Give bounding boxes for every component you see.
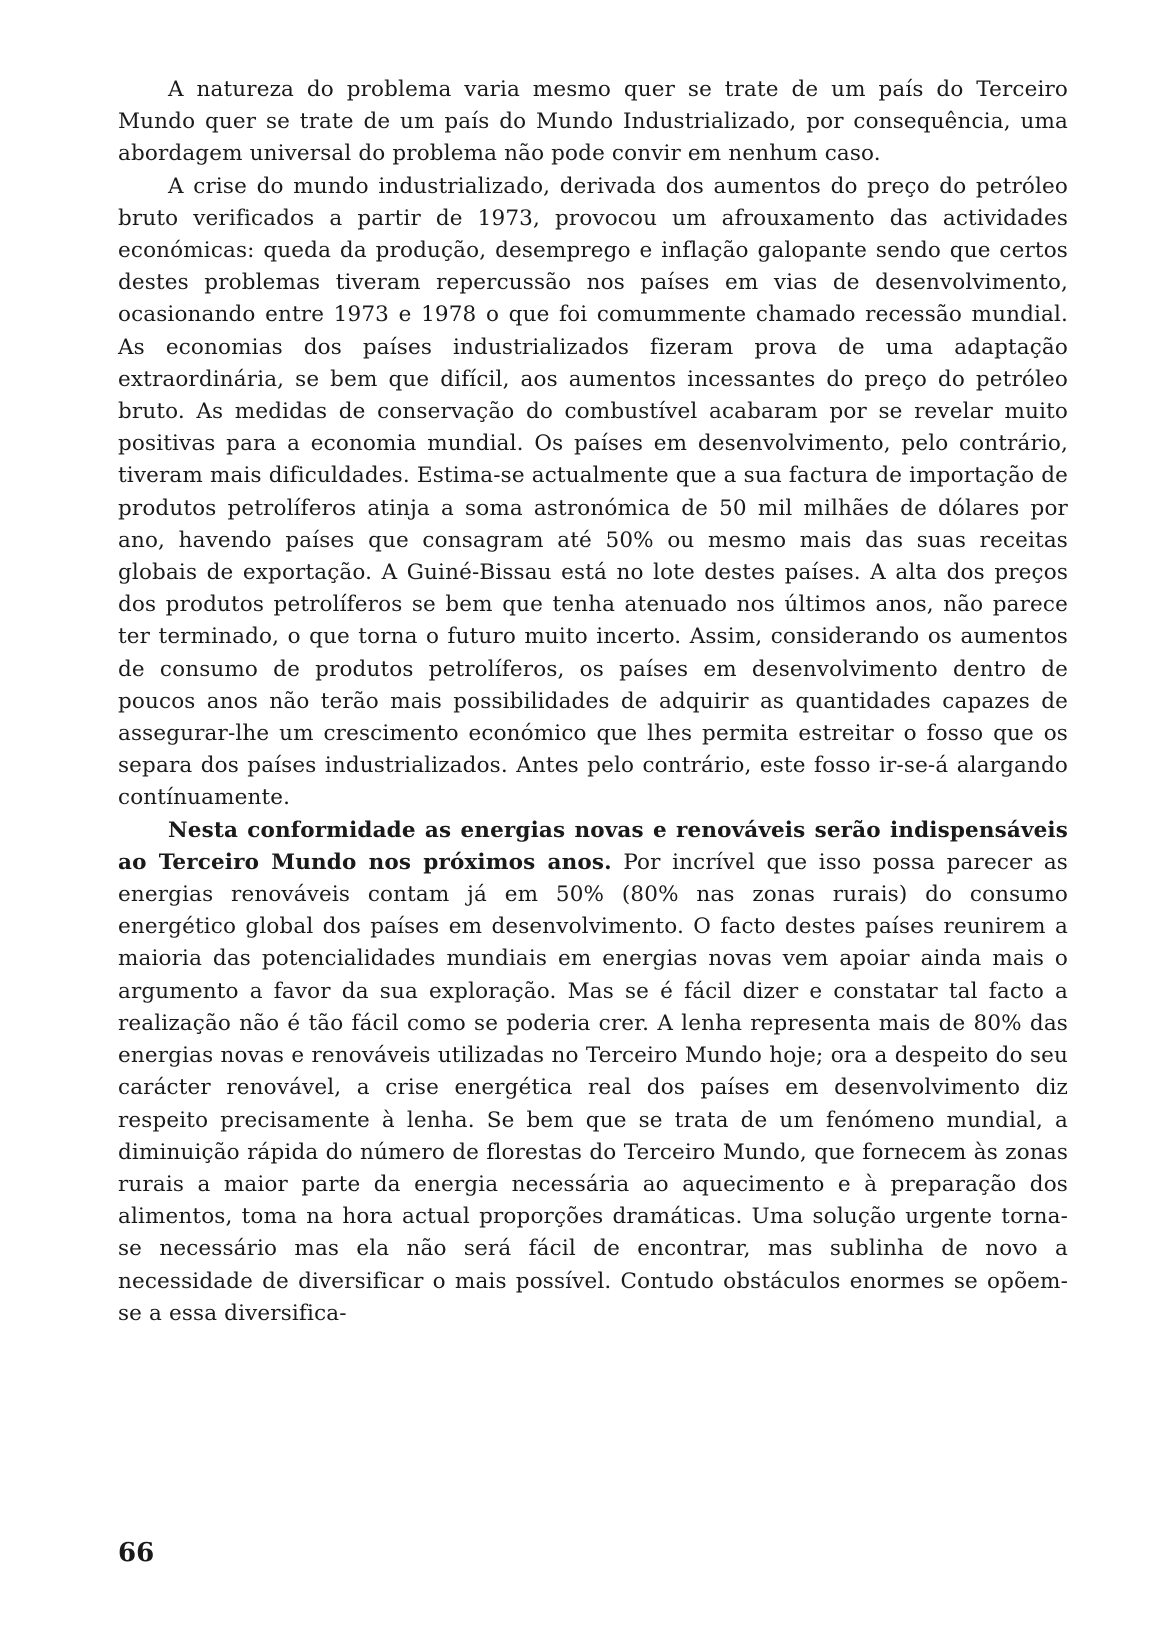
page-number: 66 bbox=[118, 1538, 155, 1568]
paragraph-3 bbox=[118, 815, 1068, 1330]
paragraph-1: A natureza do problema varia mesmo quer se trate de um país do Terceiro Mundo quer se trate de um país do Mundo Industrializado, por consequência, uma abordagem universal do problema não pode convir em nenhum caso. bbox=[118, 77, 1068, 167]
paragraph-2: A crise do mundo industrializado, derivada dos aumentos do preço do petróleo bruto verificados a partir de 1973, provocou um afrouxamento das actividades económicas: queda da produção, desemprego e inflação galopante sendo que certos destes problemas tiveram repercussão nos países em vias de desenvolvimento, ocasionando entre 1973 e 1978 o que foi comummente chamado recessão mundial. As economias dos países industrializados fizeram prova de uma adaptação extraordinária, se bem que difícil, aos aumentos incessantes do preço do petróleo bruto. As medidas de conservação do combustível acabaram por se revelar muito positivas para a economia mundial. Os países em desenvolvimento, pelo contrário, tiveram mais dificuldades. Estima-se actualmente que a sua factura de importação de produtos petrolíferos atinja a soma astronómica de 50 mil milhães de dólares por ano, havendo países que consagram até 50% ou mesmo mais das suas receitas globais de exportação. A Guiné-Bissau está no lote destes países. A alta dos preços dos produtos petrolíferos se bem que tenha atenuado nos últimos anos, não parece ter terminado, o que torna o futuro muito incerto. Assim, considerando os aumentos de consumo de produtos petrolíferos, os países em desenvolvimento dentro de poucos anos não terão mais possibilidades de adquirir as quantidades capazes de assegurar-lhe um crescimento económico que lhes permita estreitar o fosso que os separa dos países industrializados. Antes pelo contrário, este fosso ir-se-á alargando contínuamente. bbox=[118, 173, 1068, 811]
paragraph-3-text: Por incrível que isso possa parecer as energias renováveis contam já em 50% (80% nas zonas rurais) do consumo energético global dos países em desenvolvimento. O facto destes países reunirem a maioria das potencialidades mundiais em energias novas vem apoiar ainda mais o argumento a favor da sua exploração. Mas se é fácil dizer e constatar tal facto a realização não é tão fácil como se poderia crer. A lenha representa mais de 80% das energias novas e renováveis utilizadas no Terceiro Mundo hoje; ora a despeito do seu carácter renovável, a crise energética real dos países em desenvolvimento diz respeito precisamente à lenha. Se bem que se trata de um fenómeno mundial, a diminuição rápida do número de florestas do Terceiro Mundo, que fornecem às zonas rurais a maior parte da energia necessária ao aquecimento e à preparação dos alimentos, toma na hora actual proporções dramáticas. Uma solução urgente torna-se necessário mas ela não será fácil de encontrar, mas sublinha de novo a necessidade de diversificar o mais possível. Contudo obstáculos enormes se opõem-se a essa diversifica- bbox=[118, 849, 1068, 1326]
paragraph-3-bold-lead: Nesta conformidade as energias novas e renováveis serão indispensáveis ao Terceiro Mundo nos próximos anos. bbox=[118, 817, 1068, 875]
document-body bbox=[118, 74, 1068, 1330]
